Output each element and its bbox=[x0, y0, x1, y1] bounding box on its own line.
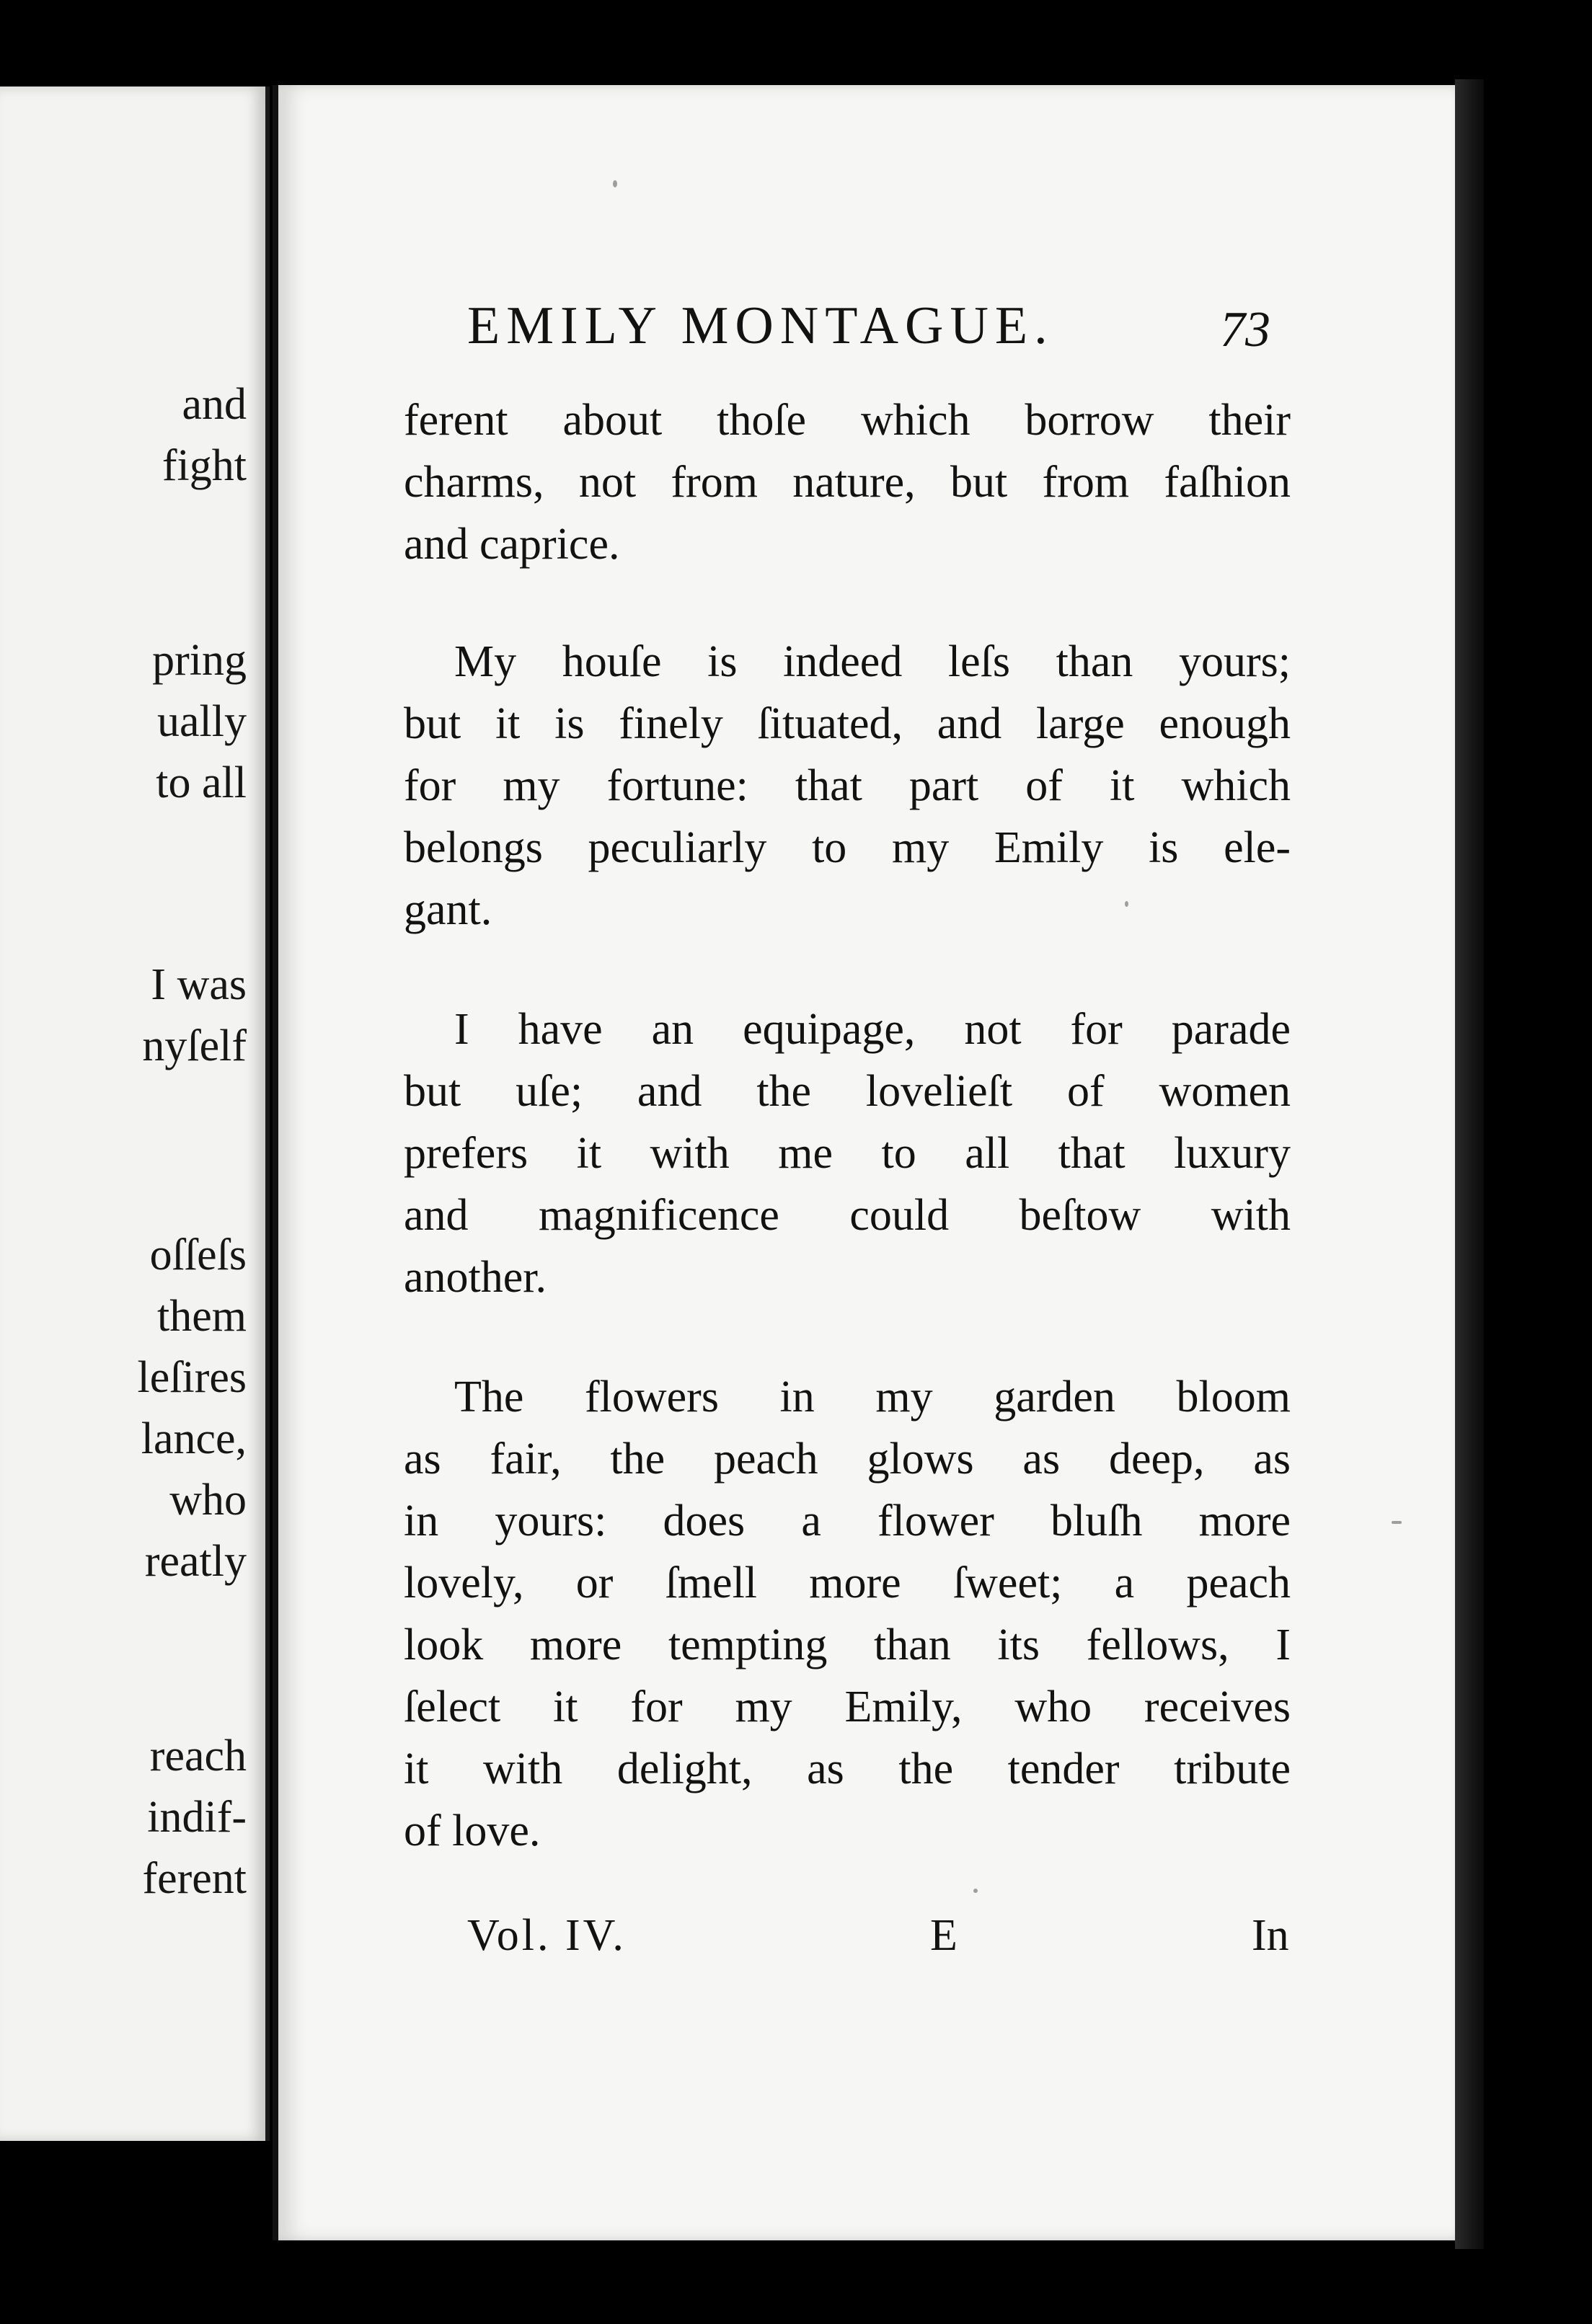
left-page-fragment: fight bbox=[162, 441, 247, 490]
text-line: gant. bbox=[404, 885, 492, 934]
left-page-fragment: lance, bbox=[141, 1414, 247, 1463]
volume-label: Vol. IV. bbox=[467, 1911, 627, 1960]
left-page-fragment: to all bbox=[156, 758, 247, 807]
page-number: 73 bbox=[1220, 302, 1270, 358]
text-line: but uſe; and the lovelieſt of women bbox=[404, 1067, 1291, 1116]
catchword: In bbox=[1252, 1911, 1289, 1960]
text-line: look more tempting than its fellows, I bbox=[404, 1620, 1291, 1669]
paragraph bbox=[404, 631, 1291, 941]
running-head: EMILY MONTAGUE. bbox=[467, 296, 1054, 355]
left-page-fragment: leſires bbox=[137, 1353, 247, 1402]
paper-speck bbox=[613, 180, 617, 187]
text-line: My houſe is indeed leſs than yours; bbox=[454, 637, 1291, 686]
left-page-fragment: ually bbox=[157, 697, 247, 746]
text-line: prefers it with me to all that luxury bbox=[404, 1129, 1291, 1178]
text-line: as fair, the peach glows as deep, as bbox=[404, 1434, 1291, 1483]
text-line: The flowers in my garden bloom bbox=[454, 1372, 1291, 1422]
left-page-fragment: reatly bbox=[144, 1537, 247, 1586]
left-page-fragment: nyſelf bbox=[142, 1021, 247, 1070]
text-line: charms, not from nature, but from faſhion bbox=[404, 458, 1291, 507]
left-page-fragment: indif- bbox=[147, 1793, 247, 1842]
text-line: another. bbox=[404, 1253, 547, 1302]
text-line: I have an equipage, not for parade bbox=[454, 1005, 1291, 1054]
page-fore-edge bbox=[1455, 79, 1484, 2249]
paper-speck bbox=[1125, 901, 1128, 907]
text-line: belongs peculiarly to my Emily is ele- bbox=[404, 823, 1291, 872]
left-page-fragment: who bbox=[169, 1476, 247, 1525]
text-line: and caprice. bbox=[404, 520, 620, 569]
signature-mark: E bbox=[930, 1911, 958, 1960]
text-line: it with delight, as the tender tribute bbox=[404, 1744, 1291, 1793]
left-page-fragment: pring bbox=[152, 636, 247, 685]
left-page-fragment: I was bbox=[151, 960, 247, 1009]
paragraph bbox=[404, 389, 1291, 575]
text-line: for my fortune: that part of it which bbox=[404, 761, 1291, 810]
paragraph bbox=[404, 1366, 1291, 1862]
left-page-fragment: them bbox=[157, 1292, 247, 1341]
paragraph bbox=[404, 998, 1291, 1308]
text-line: but it is finely ſituated, and large enough bbox=[404, 699, 1291, 748]
text-line: in yours: does a flower bluſh more bbox=[404, 1496, 1291, 1545]
text-line: ferent about thoſe which borrow their bbox=[404, 396, 1291, 445]
paper-speck bbox=[1392, 1521, 1402, 1524]
paper-speck bbox=[973, 1889, 978, 1893]
text-line: and magnificence could beſtow with bbox=[404, 1191, 1291, 1240]
left-page-fragment: reach bbox=[149, 1731, 247, 1780]
text-line: lovely, or ſmell more ſweet; a peach bbox=[404, 1558, 1291, 1607]
left-page-fragment: ferent bbox=[142, 1854, 247, 1903]
text-line: of love. bbox=[404, 1806, 541, 1855]
text-line: ſelect it for my Emily, who receives bbox=[404, 1682, 1291, 1731]
left-page-fragment: and bbox=[182, 380, 247, 429]
left-page-fragment: oſſeſs bbox=[149, 1230, 247, 1279]
left-page bbox=[0, 87, 270, 2141]
